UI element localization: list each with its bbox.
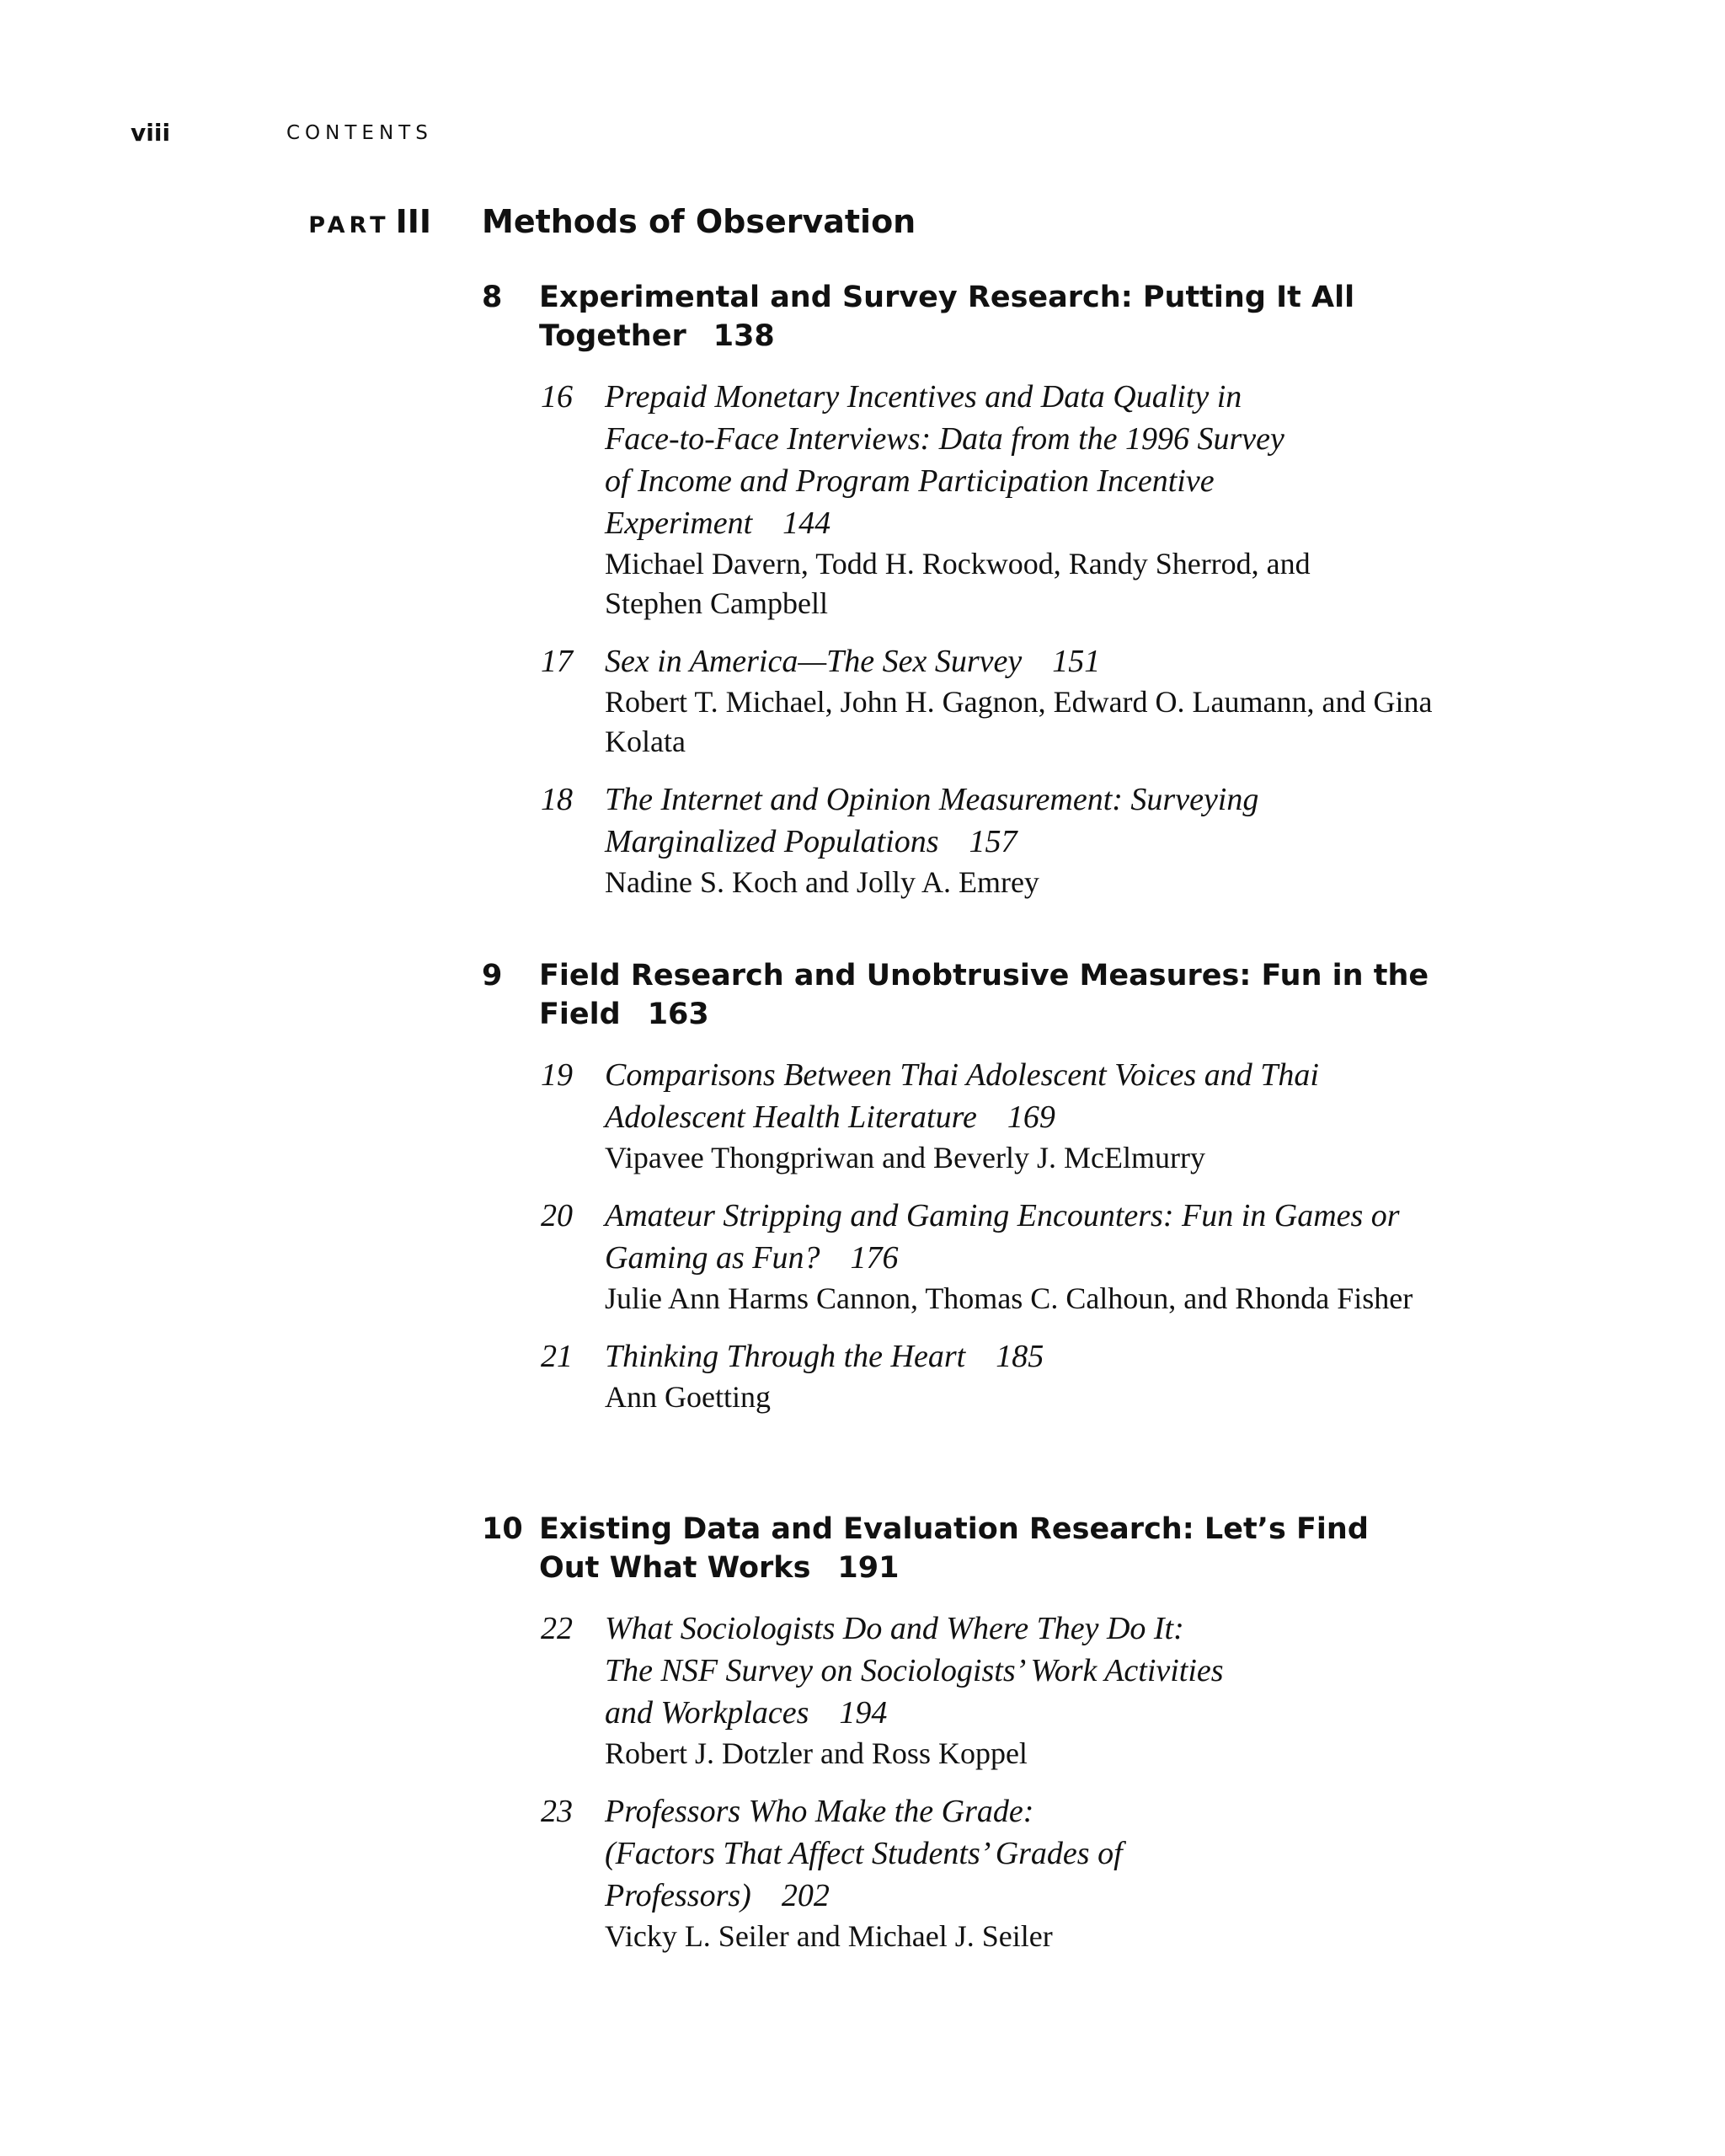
chapter-10 <box>482 1510 1493 1956</box>
entry-title: Comparisons Between Thai Adolescent Voices and Thai Adolescent Health Literature <box>605 1057 1319 1135</box>
toc-entry[interactable] <box>541 1054 1489 1178</box>
chapter-page: 138 <box>713 319 775 353</box>
toc-entry[interactable] <box>541 1790 1489 1956</box>
toc-entry[interactable] <box>541 1335 1489 1417</box>
part-number: III <box>395 203 431 240</box>
toc-entry[interactable] <box>541 376 1489 623</box>
running-head: CONTENTS <box>286 122 433 144</box>
chapter-number: 10 <box>482 1512 523 1546</box>
chapter-page: 163 <box>647 998 709 1031</box>
entry-authors: Ann Goetting <box>605 1380 771 1414</box>
entry-authors: Vipavee Thongpriwan and Beverly J. McElmurry <box>605 1141 1205 1174</box>
chapter-9 <box>482 956 1493 1417</box>
entry-page: 144 <box>782 506 831 541</box>
toc-entry[interactable] <box>541 640 1489 762</box>
part-word: PART <box>308 212 390 238</box>
page-number: viii <box>131 119 171 147</box>
entry-number: 17 <box>541 644 573 679</box>
entry-authors: Robert T. Michael, John H. Gagnon, Edward O. Laumann, and Gina Kolata <box>605 685 1433 758</box>
part-title: Methods of Observation <box>482 203 916 240</box>
entry-page: 202 <box>781 1878 830 1913</box>
chapter-heading[interactable] <box>482 278 1432 356</box>
entry-title: Amateur Stripping and Gaming Encounters: Fun in Games or Gaming as Fun? <box>605 1198 1400 1276</box>
entry-page: 176 <box>850 1240 899 1276</box>
chapter-heading[interactable] <box>482 1510 1432 1587</box>
entry-title: The Internet and Opinion Measurement: Surveying Marginalized Populations <box>605 782 1259 859</box>
entry-page: 185 <box>996 1339 1044 1374</box>
entry-number: 21 <box>541 1339 573 1374</box>
entry-authors: Robert J. Dotzler and Ross Koppel <box>605 1736 1028 1770</box>
entry-authors: Vicky L. Seiler and Michael J. Seiler <box>605 1919 1053 1953</box>
toc-entry[interactable] <box>541 1195 1489 1319</box>
entry-authors: Nadine S. Koch and Jolly A. Emrey <box>605 865 1039 899</box>
toc-entry[interactable] <box>541 1608 1489 1773</box>
chapter-8 <box>482 278 1493 902</box>
entry-number: 22 <box>541 1611 573 1646</box>
entry-title: What Sociologists Do and Where They Do It: The NSF Survey on Sociologists’ Work Activities and Workplaces <box>605 1611 1224 1731</box>
chapter-page: 191 <box>837 1551 900 1585</box>
part-heading <box>0 201 1725 243</box>
chapter-title: Experimental and Survey Research: Putting It All Together <box>539 281 1355 353</box>
running-header <box>131 116 1725 150</box>
entry-page: 194 <box>839 1695 888 1731</box>
entry-page: 157 <box>969 824 1017 859</box>
entry-page: 151 <box>1052 644 1101 679</box>
entry-title: Thinking Through the Heart <box>605 1339 966 1374</box>
entry-authors: Julie Ann Harms Cannon, Thomas C. Calhoun, and Rhonda Fisher <box>605 1281 1413 1315</box>
chapter-number: 8 <box>482 281 503 314</box>
entry-number: 23 <box>541 1794 573 1829</box>
entry-authors: Michael Davern, Todd H. Rockwood, Randy Sherrod, and Stephen Campbell <box>605 547 1311 620</box>
entry-number: 19 <box>541 1057 573 1093</box>
entry-title: Sex in America—The Sex Survey <box>605 644 1023 679</box>
entry-number: 16 <box>541 379 573 415</box>
entry-number: 18 <box>541 782 573 817</box>
part-label <box>308 201 431 249</box>
toc-entry[interactable] <box>541 778 1489 902</box>
entry-page: 169 <box>1007 1099 1055 1135</box>
chapter-heading[interactable] <box>482 956 1432 1034</box>
entry-title: Professors Who Make the Grade: (Factors That Affect Students’ Grades of Professors) <box>605 1794 1123 1913</box>
entry-title: Prepaid Monetary Incentives and Data Quality in Face-to-Face Interviews: Data from the 1996 Survey of Income and Program Participation Incentive Experiment <box>605 379 1284 541</box>
entry-number: 20 <box>541 1198 573 1233</box>
chapter-title: Existing Data and Evaluation Research: Let’s Find Out What Works <box>539 1512 1369 1585</box>
chapter-number: 9 <box>482 959 503 992</box>
chapter-title: Field Research and Unobtrusive Measures: Fun in the Field <box>539 959 1429 1031</box>
